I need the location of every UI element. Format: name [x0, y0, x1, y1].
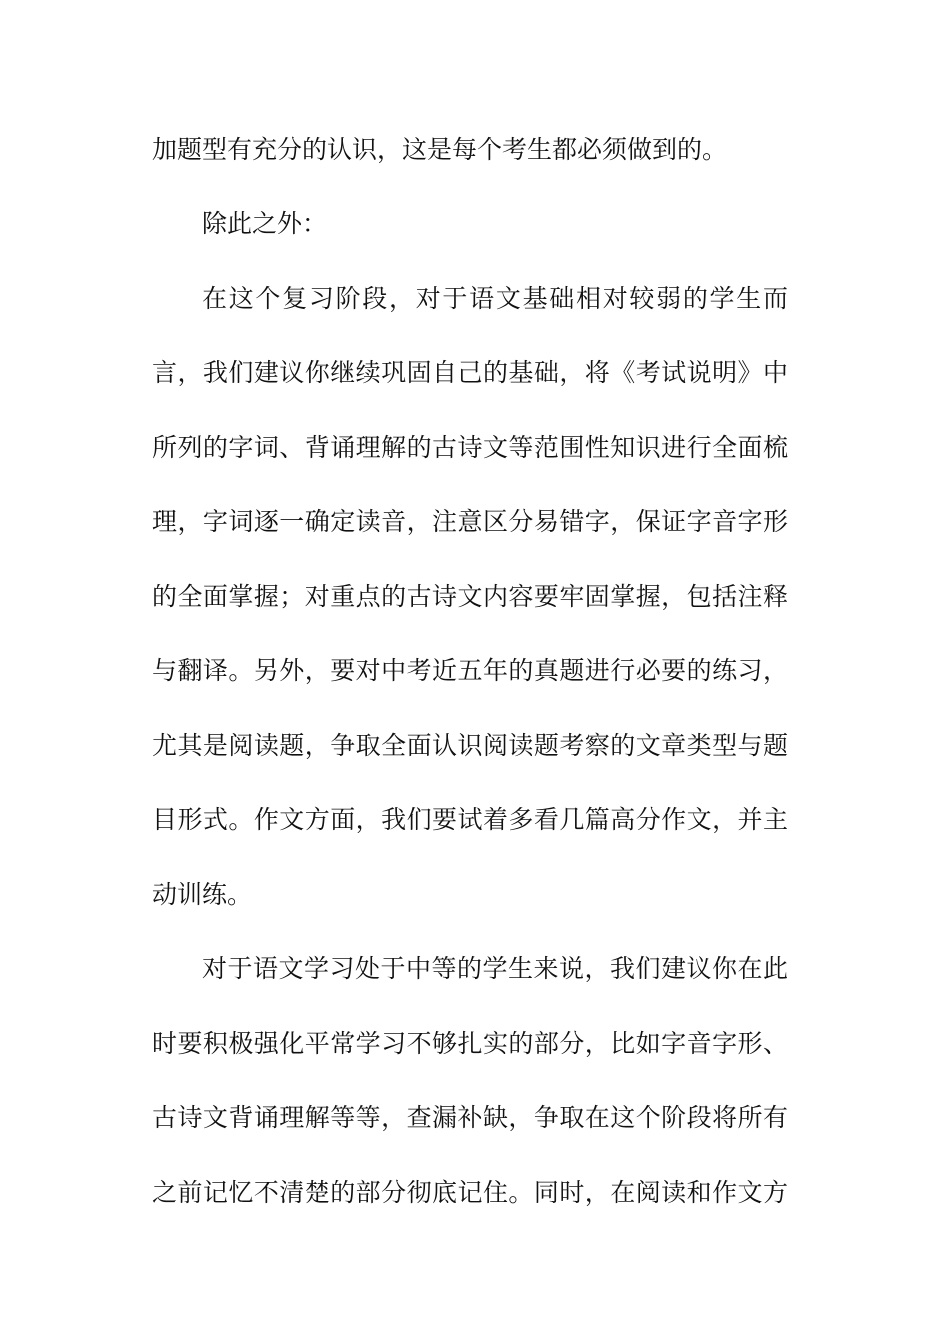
text-line: 对于语文学习处于中等的学生来说，我们建议你在此: [202, 954, 788, 983]
text-line: 时要积极强化平常学习不够扎实的部分，比如字音字形、: [152, 1029, 788, 1058]
text-line: 之前记忆不清楚的部分彻底记住。同时，在阅读和作文方: [152, 1178, 788, 1207]
text-line: 在这个复习阶段，对于语文基础相对较弱的学生而: [202, 284, 788, 313]
text-line: 所列的字词、背诵理解的古诗文等范围性知识进行全面梳: [152, 433, 788, 462]
text-line: 言，我们建议你继续巩固自己的基础，将《考试说明》中: [152, 358, 788, 387]
text-line: 理，字词逐一确定读音，注意区分易错字，保证字音字形: [152, 507, 788, 536]
text-line: 的全面掌握；对重点的古诗文内容要牢固掌握，包括注释: [152, 582, 788, 611]
text-line: 除此之外：: [202, 209, 328, 238]
text-line: 加题型有充分的认识，这是每个考生都必须做到的。: [152, 135, 728, 164]
text-line: 与翻译。另外，要对中考近五年的真题进行必要的练习，: [152, 656, 788, 685]
text-line: 目形式。作文方面，我们要试着多看几篇高分作文，并主: [152, 805, 788, 834]
text-line: 古诗文背诵理解等等，查漏补缺，争取在这个阶段将所有: [152, 1103, 788, 1132]
text-line: 尤其是阅读题，争取全面认识阅读题考察的文章类型与题: [152, 731, 788, 760]
text-line: 动训练。: [152, 880, 253, 909]
